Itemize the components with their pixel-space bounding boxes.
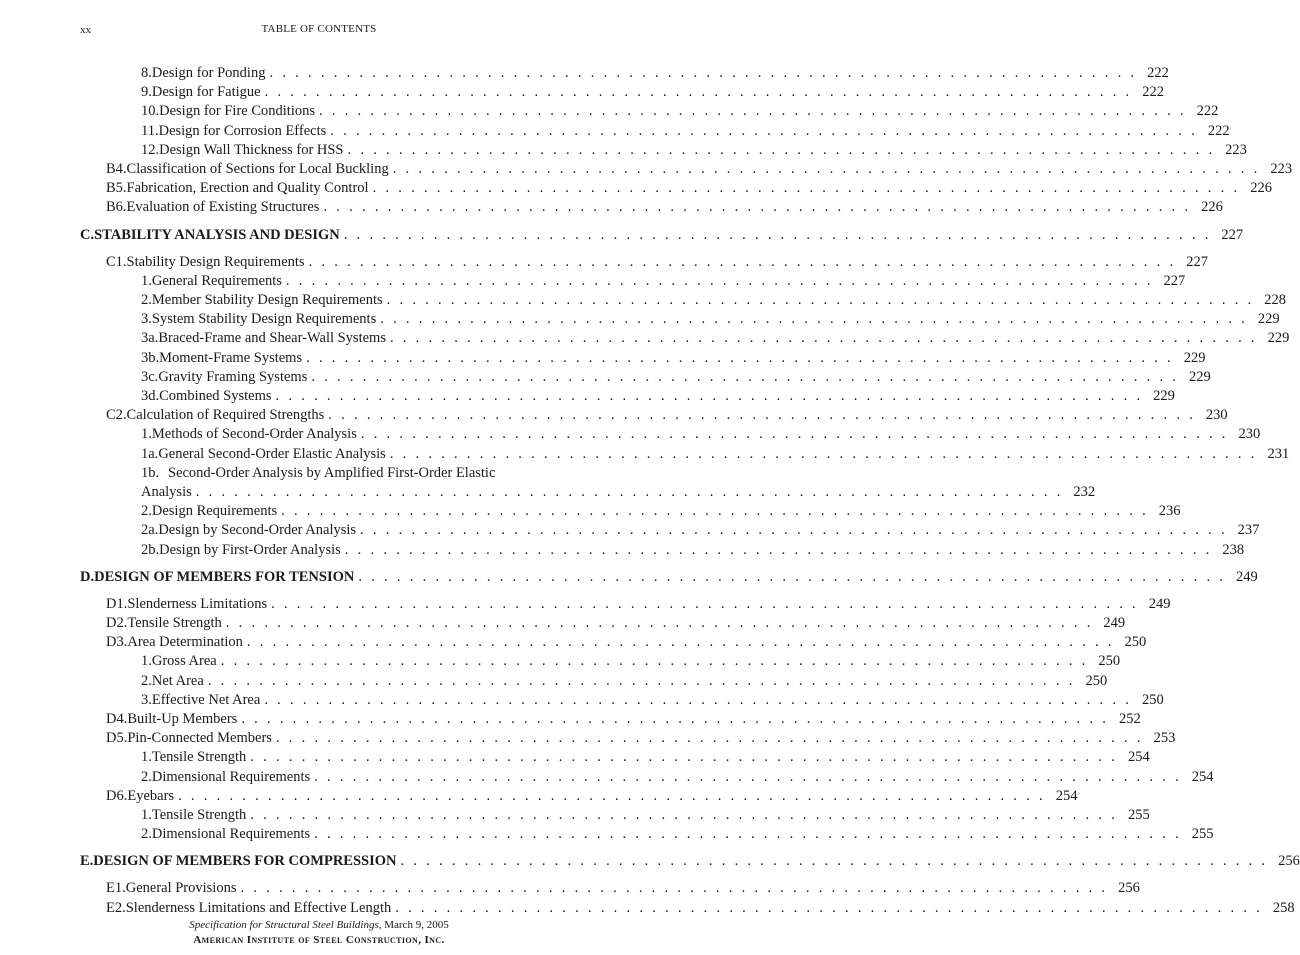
- toc-entry: [141, 103, 1219, 122]
- dot-leader: . . . . . . . . . . . . . . . . . . . . . . . . . . . . . . . . . . . . . . . . . . . . . . . . . . . . . . . . . . . . . . . . . . . .: [360, 522, 1228, 539]
- toc-entry-number: 11.: [141, 122, 159, 139]
- toc-entry-title: Gross Area: [151, 653, 217, 670]
- toc-entry-number: 2.: [141, 826, 152, 843]
- toc-entry-number: 1.: [141, 653, 152, 670]
- toc-entry-page: 223: [1225, 141, 1247, 158]
- dot-leader: . . . . . . . . . . . . . . . . . . . . . . . . . . . . . . . . . . . . . . . . . . . . . . . . . . . . . . . . . . . . . . . . . . . .: [344, 541, 1213, 558]
- toc-entry-number: 2.: [141, 672, 152, 689]
- toc-entry-title: Slenderness Limitations: [127, 595, 268, 612]
- toc-entry-number: 1.: [141, 426, 152, 443]
- toc-entry: [141, 388, 1175, 407]
- toc-entry-title: Design Requirements: [151, 503, 278, 520]
- running-head: TABLE OF CONTENTS: [261, 23, 377, 35]
- toc-entry-number: E.: [80, 853, 94, 870]
- dot-leader: . . . . . . . . . . . . . . . . . . . . . . . . . . . . . . . . . . . . . . . . . . . . . . . . . . . . . . . . . . . . . . . . . . . .: [389, 445, 1258, 462]
- toc-entry-page: 222: [1142, 84, 1164, 101]
- toc-entry-page: 250: [1085, 672, 1108, 689]
- toc-entry: [106, 615, 1126, 634]
- toc-entry-page: 222: [1207, 122, 1230, 139]
- toc-entry-title: DESIGN OF MEMBERS FOR COMPRESSION: [93, 853, 397, 870]
- toc-entry-page: 230: [1205, 407, 1228, 424]
- toc-entry: [141, 330, 1290, 349]
- toc-entry-title: Gravity Framing Systems: [158, 368, 308, 385]
- toc-entry-title: Pin-Connected Members: [127, 730, 272, 747]
- toc-entry: [106, 880, 1140, 899]
- toc-entry: [106, 199, 1223, 218]
- toc-entry-page: 226: [1250, 180, 1272, 197]
- toc-entry-title: Design Wall Thickness for HSS: [159, 141, 344, 158]
- toc-entry-title: General Provisions: [125, 880, 237, 897]
- toc-entry: [141, 465, 592, 484]
- dot-leader: . . . . . . . . . . . . . . . . . . . . . . . . . . . . . . . . . . . . . . . . . . . . . . . . . . . . . . . . . . . . . . . . . . . .: [220, 653, 1089, 670]
- toc-entry-page: 227: [1163, 272, 1186, 289]
- dot-leader: . . . . . . . . . . . . . . . . . . . . . . . . . . . . . . . . . . . . . . . . . . . . . . . . . . . . . . . . . . . . . . . . . . . .: [386, 292, 1255, 308]
- toc-entry-number: C.: [80, 226, 95, 243]
- toc-entry: [141, 65, 1169, 84]
- toc-entry-title: Second-Order Analysis by Amplified First-Order Elastic: [168, 464, 496, 481]
- toc-entry: [106, 634, 1147, 653]
- toc-entry-number: E2.: [106, 899, 126, 916]
- dot-leader: . . . . . . . . . . . . . . . . . . . . . . . . . . . . . . . . . . . . . . . . . . . . . . . . . . . . . . . . . . . . . . . . . . . .: [264, 84, 1132, 101]
- toc-entry-page: 229: [1188, 368, 1211, 385]
- toc-entry: [106, 787, 1078, 807]
- toc-entry-title: Design for Corrosion Effects: [158, 122, 327, 139]
- toc-section: [80, 568, 1258, 588]
- dot-leader: . . . . . . . . . . . . . . . . . . . . . . . . . . . . . . . . . . . . . . . . . . . . . . . . . . . . . . . . . . . . . . . . . . . .: [372, 180, 1240, 197]
- dot-leader: . . . . . . . . . . . . . . . . . . . . . . . . . . . . . . . . . . . . . . . . . . . . . . . . . . . . . . . . . . . . . . . . . . . .: [358, 568, 1226, 585]
- toc-entry-page: 232: [1073, 484, 1096, 500]
- toc-entry-page: 237: [1237, 522, 1260, 539]
- dot-leader: . . . . . . . . . . . . . . . . . . . . . . . . . . . . . . . . . . . . . . . . . . . . . . . . . . . . . . . . . . . . . . . . . . . .: [225, 615, 1094, 631]
- dot-leader: . . . . . . . . . . . . . . . . . . . . . . . . . . . . . . . . . . . . . . . . . . . . . . . . . . . . . . . . . . . . . . . . . . . .: [285, 272, 1154, 289]
- toc-section: [80, 226, 1244, 246]
- toc-entry: [106, 161, 1293, 180]
- dot-leader: . . . . . . . . . . . . . . . . . . . . . . . . . . . . . . . . . . . . . . . . . . . . . . . . . . . . . . . . . . . . . . . . . . . .: [323, 199, 1191, 216]
- dot-leader: . . . . . . . . . . . . . . . . . . . . . . . . . . . . . . . . . . . . . . . . . . . . . . . . . . . . . . . . . . . . . . . . . . . .: [195, 484, 1064, 500]
- toc-entry-number: 3a.: [141, 330, 159, 347]
- toc-entry-page: 252: [1118, 711, 1141, 727]
- toc-entry-number: 12.: [141, 141, 160, 158]
- toc-entry-page: 254: [1127, 749, 1150, 766]
- toc-entry: [141, 672, 1108, 692]
- toc-entry-number: D5.: [106, 730, 128, 747]
- toc-entry: [141, 122, 1230, 142]
- toc-entry-number: 3d.: [141, 388, 160, 404]
- toc-entry-title: Design for Fire Conditions: [159, 103, 315, 120]
- toc-entry: [106, 407, 1228, 426]
- dot-leader: . . . . . . . . . . . . . . . . . . . . . . . . . . . . . . . . . . . . . . . . . . . . . . . . . . . . . . . . . . . . . . . . . . . .: [306, 349, 1174, 366]
- toc-entry-page: 258: [1272, 899, 1295, 916]
- toc-entry-number: 1.: [141, 807, 152, 823]
- toc-entry: [141, 807, 1150, 826]
- toc-entry-page: 255: [1191, 826, 1214, 843]
- toc-entry-page: 254: [1055, 787, 1078, 804]
- toc-entry-number: B5.: [106, 180, 127, 197]
- toc-entry: [141, 368, 1211, 388]
- toc-entry-number: 2.: [141, 503, 152, 520]
- toc-entry-number: D.: [80, 568, 95, 585]
- toc-entry: [106, 711, 1141, 730]
- dot-leader: . . . . . . . . . . . . . . . . . . . . . . . . . . . . . . . . . . . . . . . . . . . . . . . . . . . . . . . . . . . . . . . . . . . .: [319, 103, 1187, 120]
- toc-entry-page: 254: [1191, 768, 1214, 785]
- dot-leader: . . . . . . . . . . . . . . . . . . . . . . . . . . . . . . . . . . . . . . . . . . . . . . . . . . . . . . . . . . . . . . . . . . . .: [360, 426, 1229, 443]
- toc-entry-page: 228: [1264, 292, 1287, 308]
- toc-entry-page: 253: [1153, 730, 1176, 747]
- toc-entry-title: Methods of Second-Order Analysis: [151, 426, 357, 443]
- toc-entry-title: General Requirements: [151, 272, 282, 289]
- toc-entry-number: 1.: [141, 272, 152, 289]
- toc-entry-page: 229: [1267, 330, 1290, 347]
- dot-leader: . . . . . . . . . . . . . . . . . . . . . . . . . . . . . . . . . . . . . . . . . . . . . . . . . . . . . . . . . . . . . . . . . . . .: [395, 899, 1263, 916]
- toc-entry-page: 256: [1118, 880, 1140, 897]
- dot-leader: . . . . . . . . . . . . . . . . . . . . . . . . . . . . . . . . . . . . . . . . . . . . . . . . . . . . . . . . . . . . . . . . . . . .: [250, 749, 1118, 766]
- toc-entry-title: Area Determination: [127, 634, 243, 651]
- dot-leader: . . . . . . . . . . . . . . . . . . . . . . . . . . . . . . . . . . . . . . . . . . . . . . . . . . . . . . . . . . . . . . . . . . . .: [250, 807, 1118, 823]
- toc-entry-number: B4.: [106, 161, 127, 177]
- toc-entry: [141, 426, 1261, 445]
- toc-entry-page: 226: [1201, 199, 1223, 216]
- toc-entry-number: C1.: [106, 253, 127, 270]
- dot-leader: . . . . . . . . . . . . . . . . . . . . . . . . . . . . . . . . . . . . . . . . . . . . . . . . . . . . . . . . . . . . . . . . . . . .: [246, 634, 1115, 651]
- toc-entry-title: General Second-Order Elastic Analysis: [158, 445, 386, 462]
- toc-entry-page: 227: [1221, 226, 1244, 243]
- dot-leader: . . . . . . . . . . . . . . . . . . . . . . . . . . . . . . . . . . . . . . . . . . . . . . . . . . . . . . . . . . . . . . . . . . . .: [314, 826, 1182, 843]
- toc-entry-number: 3c.: [141, 368, 159, 385]
- toc-entry-number: 3b.: [141, 349, 160, 366]
- toc-entry-title: Design for Ponding: [151, 65, 266, 81]
- toc-entry-title: Net Area: [151, 672, 204, 689]
- toc-entry-page: 223: [1270, 161, 1293, 177]
- toc-entry-number: C2.: [106, 407, 127, 424]
- toc-entry-title: Design for Fatigue: [151, 84, 261, 101]
- toc-entry-title: Effective Net Area: [151, 691, 261, 708]
- toc-entry-title: Braced-Frame and Shear-Wall Systems: [158, 330, 386, 347]
- dot-leader: . . . . . . . . . . . . . . . . . . . . . . . . . . . . . . . . . . . . . . . . . . . . . . . . . . . . . . . . . . . . . . . . . . . .: [330, 122, 1198, 139]
- toc-entry-page: 238: [1222, 541, 1245, 558]
- toc-entry: [141, 445, 1290, 465]
- footer-date: March 9, 2005: [381, 919, 449, 931]
- dot-leader: . . . . . . . . . . . . . . . . . . . . . . . . . . . . . . . . . . . . . . . . . . . . . . . . . . . . . . . . . . . . . . . . . . . .: [347, 141, 1215, 158]
- toc-entry-title: Member Stability Design Requirements: [151, 292, 383, 308]
- toc-entry-page: 231: [1267, 445, 1290, 462]
- toc-entry-title: Moment-Frame Systems: [159, 349, 303, 366]
- toc-entry: [141, 749, 1150, 768]
- toc-entry-title: Slenderness Limitations and Effective Length: [125, 899, 392, 916]
- toc-entry: [106, 253, 1208, 273]
- toc-entry-page: 229: [1153, 388, 1175, 404]
- toc-entry-title: Design by First-Order Analysis: [159, 541, 341, 558]
- toc-entry-title: Dimensional Requirements: [151, 768, 311, 785]
- toc-entry-number: E1.: [106, 880, 126, 897]
- toc-entry-title: Stability Design Requirements: [126, 253, 305, 270]
- dot-leader: . . . . . . . . . . . . . . . . . . . . . . . . . . . . . . . . . . . . . . . . . . . . . . . . . . . . . . . . . . . . . . . . . . . .: [400, 853, 1268, 870]
- toc-entry: [141, 522, 1260, 541]
- footer-citation: [0, 919, 638, 931]
- toc-entry-page: 256: [1278, 853, 1300, 870]
- toc-entry-page: 250: [1141, 691, 1164, 708]
- dot-leader: . . . . . . . . . . . . . . . . . . . . . . . . . . . . . . . . . . . . . . . . . . . . . . . . . . . . . . . . . . . . . . . . . . . .: [264, 691, 1132, 708]
- toc-entry-title: Evaluation of Existing Structures: [126, 199, 320, 216]
- toc-entry: [141, 768, 1214, 788]
- dot-leader: . . . . . . . . . . . . . . . . . . . . . . . . . . . . . . . . . . . . . . . . . . . . . . . . . . . . . . . . . . . . . . . . . . . .: [240, 880, 1108, 897]
- toc-entry: [106, 595, 1171, 615]
- toc-entry-number: D1.: [106, 595, 128, 612]
- toc-entry-page: 250: [1098, 653, 1121, 670]
- toc-entry-number: 1b.: [141, 464, 160, 481]
- toc-entry-page: 229: [1257, 311, 1280, 328]
- dot-leader: . . . . . . . . . . . . . . . . . . . . . . . . . . . . . . . . . . . . . . . . . . . . . . . . . . . . . . . . . . . . . . . . . . . .: [271, 595, 1139, 612]
- dot-leader: . . . . . . . . . . . . . . . . . . . . . . . . . . . . . . . . . . . . . . . . . . . . . . . . . . . . . . . . . . . . . . . . . . . .: [380, 311, 1248, 328]
- dot-leader: . . . . . . . . . . . . . . . . . . . . . . . . . . . . . . . . . . . . . . . . . . . . . . . . . . . . . . . . . . . . . . . . . . . .: [311, 368, 1179, 385]
- footer-publisher: American Institute of Steel Construction, Inc.: [193, 934, 445, 946]
- toc-entry-title: Calculation of Required Strengths: [126, 407, 325, 424]
- toc-entry-page: 229: [1183, 349, 1206, 366]
- toc-entry-number: 2.: [141, 768, 152, 785]
- toc-entry-title: Classification of Sections for Local Buckling: [126, 161, 389, 177]
- toc-entry-page: 250: [1124, 634, 1147, 651]
- toc-entry-title: Tensile Strength: [151, 749, 247, 766]
- toc-entry-number: 2.: [141, 292, 152, 308]
- dot-leader: . . . . . . . . . . . . . . . . . . . . . . . . . . . . . . . . . . . . . . . . . . . . . . . . . . . . . . . . . . . . . . . . . . . .: [275, 730, 1144, 747]
- toc-entry-number: 8.: [141, 65, 152, 81]
- toc-entry-page: 249: [1235, 568, 1258, 585]
- toc-entry: [141, 541, 1245, 561]
- footer-spec-title: Specification for Structural Steel Buildings,: [189, 919, 382, 931]
- toc-entry-number: 2a.: [141, 522, 159, 539]
- toc-entry-page: 227: [1186, 253, 1208, 270]
- toc-entry-title: System Stability Design Requirements: [151, 311, 377, 328]
- toc-entry-title: Eyebars: [127, 787, 175, 804]
- toc-entry-number: 1a.: [141, 445, 159, 462]
- page-number: xx: [80, 24, 91, 36]
- dot-leader: . . . . . . . . . . . . . . . . . . . . . . . . . . . . . . . . . . . . . . . . . . . . . . . . . . . . . . . . . . . . . . . . . . . .: [178, 787, 1046, 804]
- toc-entry-title: Combined Systems: [159, 388, 272, 404]
- toc-entry: [141, 484, 1096, 503]
- dot-leader: . . . . . . . . . . . . . . . . . . . . . . . . . . . . . . . . . . . . . . . . . . . . . . . . . . . . . . . . . . . . . . . . . . . .: [207, 672, 1076, 689]
- toc-entry-page: 255: [1127, 807, 1150, 823]
- toc-entry-title: DESIGN OF MEMBERS FOR TENSION: [94, 568, 355, 585]
- toc-entry-page: 249: [1103, 615, 1126, 631]
- toc-entry-number: 2b.: [141, 541, 160, 558]
- toc-entry-number: 1.: [141, 749, 152, 766]
- dot-leader: . . . . . . . . . . . . . . . . . . . . . . . . . . . . . . . . . . . . . . . . . . . . . . . . . . . . . . . . . . . . . . . . . . . .: [241, 711, 1109, 727]
- toc-entry-title: STABILITY ANALYSIS AND DESIGN: [94, 226, 340, 243]
- toc-entry: [141, 349, 1206, 369]
- dot-leader: . . . . . . . . . . . . . . . . . . . . . . . . . . . . . . . . . . . . . . . . . . . . . . . . . . . . . . . . . . . . . . . . . . . .: [314, 768, 1182, 785]
- toc-section: [80, 853, 1300, 872]
- toc-entry-number: B6.: [106, 199, 127, 216]
- toc-entry-title: Analysis: [141, 484, 192, 500]
- toc-entry-number: D6.: [106, 787, 128, 804]
- toc-entry: [141, 503, 1181, 522]
- toc-entry: [141, 691, 1164, 711]
- toc-entry: [141, 272, 1186, 292]
- dot-leader: . . . . . . . . . . . . . . . . . . . . . . . . . . . . . . . . . . . . . . . . . . . . . . . . . . . . . . . . . . . . . . . . . . . .: [343, 226, 1212, 243]
- toc-entry-number: D2.: [106, 615, 128, 631]
- toc-entry-number: D3.: [106, 634, 128, 651]
- toc-entry: [141, 84, 1164, 103]
- toc-entry-number: 9.: [141, 84, 152, 101]
- toc-entry-page: 230: [1238, 426, 1261, 443]
- toc-entry-number: D4.: [106, 711, 128, 727]
- toc-entry: [106, 180, 1272, 199]
- toc-entry-page: 249: [1148, 595, 1171, 612]
- toc-entry-title: Tensile Strength: [151, 807, 247, 823]
- dot-leader: . . . . . . . . . . . . . . . . . . . . . . . . . . . . . . . . . . . . . . . . . . . . . . . . . . . . . . . . . . . . . . . . . . . .: [275, 388, 1143, 404]
- toc-entry-title: Tensile Strength: [127, 615, 222, 631]
- dot-leader: . . . . . . . . . . . . . . . . . . . . . . . . . . . . . . . . . . . . . . . . . . . . . . . . . . . . . . . . . . . . . . . . . . . .: [281, 503, 1149, 520]
- toc-entry: [141, 311, 1280, 330]
- toc-entry-number: 3.: [141, 311, 152, 328]
- toc-entry: [106, 899, 1295, 919]
- toc-entry: [141, 653, 1121, 672]
- toc-entry: [106, 730, 1176, 749]
- toc-entry: [141, 141, 1247, 161]
- toc-entry: [141, 826, 1214, 845]
- toc-entry-number: 3.: [141, 691, 152, 708]
- dot-leader: . . . . . . . . . . . . . . . . . . . . . . . . . . . . . . . . . . . . . . . . . . . . . . . . . . . . . . . . . . . . . . . . . . . .: [389, 330, 1258, 347]
- toc-entry-page: 236: [1158, 503, 1181, 520]
- toc-entry: [141, 292, 1287, 311]
- dot-leader: . . . . . . . . . . . . . . . . . . . . . . . . . . . . . . . . . . . . . . . . . . . . . . . . . . . . . . . . . . . . . . . . . . . .: [328, 407, 1196, 424]
- toc-entry-title: Design by Second-Order Analysis: [158, 522, 357, 539]
- toc-entry-page: 222: [1147, 65, 1169, 81]
- toc-entry-title: Built-Up Members: [127, 711, 238, 727]
- toc-entry-page: 222: [1196, 103, 1219, 120]
- dot-leader: . . . . . . . . . . . . . . . . . . . . . . . . . . . . . . . . . . . . . . . . . . . . . . . . . . . . . . . . . . . . . . . . . . . .: [392, 161, 1261, 177]
- dot-leader: . . . . . . . . . . . . . . . . . . . . . . . . . . . . . . . . . . . . . . . . . . . . . . . . . . . . . . . . . . . . . . . . . . . .: [308, 253, 1176, 270]
- dot-leader: . . . . . . . . . . . . . . . . . . . . . . . . . . . . . . . . . . . . . . . . . . . . . . . . . . . . . . . . . . . . . . . . . . . .: [269, 65, 1137, 81]
- toc-entry-title: Fabrication, Erection and Quality Control: [126, 180, 369, 197]
- toc-entry-number: 10.: [141, 103, 160, 120]
- toc-entry-title: Dimensional Requirements: [151, 826, 311, 843]
